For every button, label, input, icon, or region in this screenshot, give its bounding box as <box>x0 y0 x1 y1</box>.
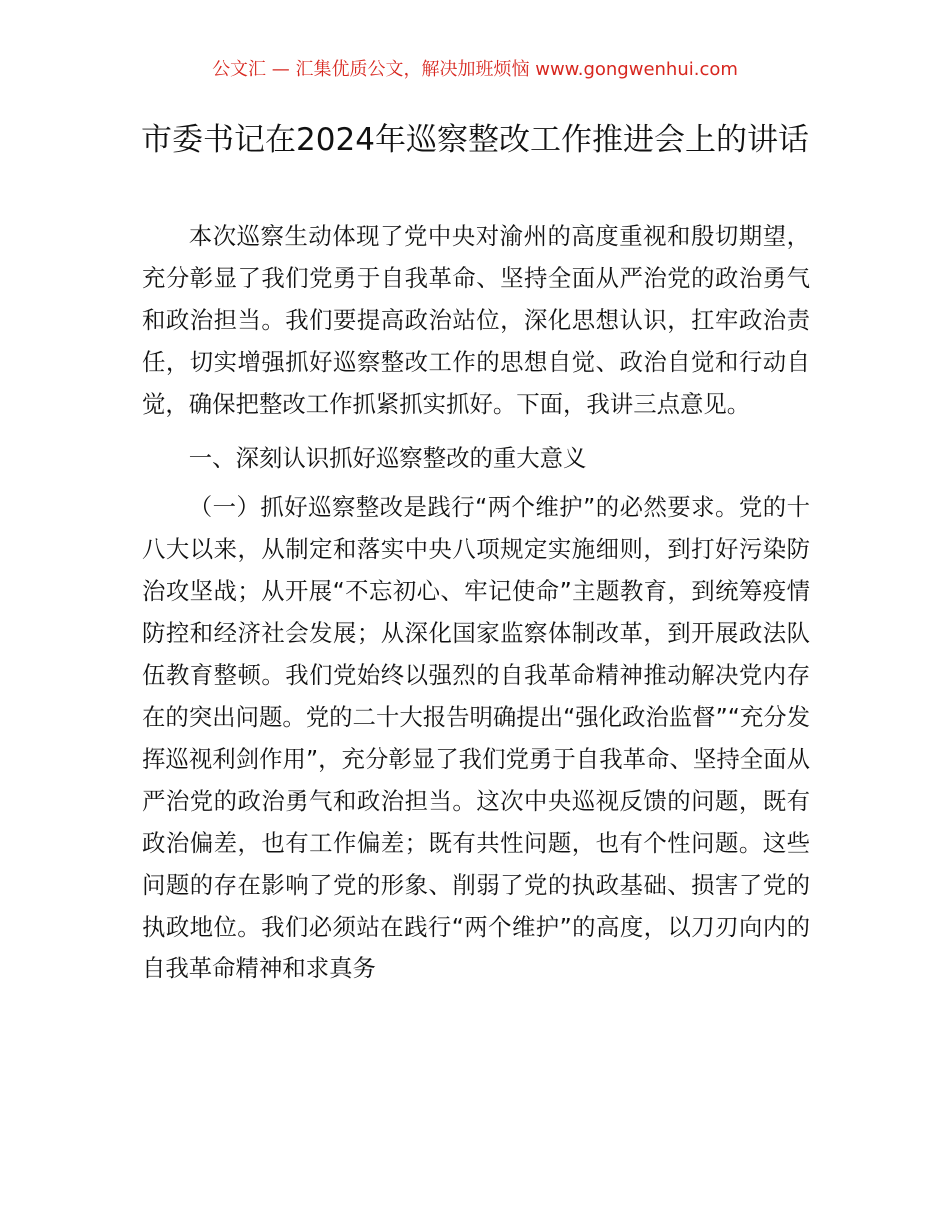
document-body <box>142 216 810 990</box>
section-heading: 一、深刻认识抓好巡察整改的重大意义 <box>188 443 587 472</box>
site-banner: 公文汇 — 汇集优质公文，解决加班烦恼 www.gongwenhui.com <box>212 59 738 80</box>
section-paragraph: （一）抓好巡察整改是践行“两个维护”的必然要求。党的十八大以来，从制定和落实中央八项规定实施细则，到打好污染防治攻坚战；从开展“不忘初心、牢记使命”主题教育，到统筹疫情防控和经济社会发展；从深化国家监察体制改革，到开展政法队伍教育整顿。我们党始终以强烈的自我革命精神推动解决党内存在的突出问题。党的二十大报告明确提出“强化政治监督”“充分发挥巡视利剑作用”，充分彰显了我们党勇于自我革命、坚持全面从严治党的政治勇气和政治担当。这次中央巡视反馈的问题，既有政治偏差，也有工作偏差；既有共性问题，也有个性问题。这些问题的存在影响了党的形象、削弱了党的执政基础、损害了党的执政地位。我们必须站在践行“两个维护”的高度，以刀刃向内的自我革命精神和求真务 <box>142 493 810 983</box>
document-title: 市委书记在2024年巡察整改工作推进会上的讲话 <box>141 122 809 158</box>
intro-paragraph: 本次巡察生动体现了党中央对渝州的高度重视和殷切期望，充分彰显了我们党勇于自我革命、坚持全面从严治党的政治勇气和政治担当。我们要提高政治站位，深化思想认识，扛牢政治责任，切实增强抓好巡察整改工作的思想自觉、政治自觉和行动自觉，确保把整改工作抓紧抓实抓好。下面，我讲三点意见。 <box>142 222 810 418</box>
